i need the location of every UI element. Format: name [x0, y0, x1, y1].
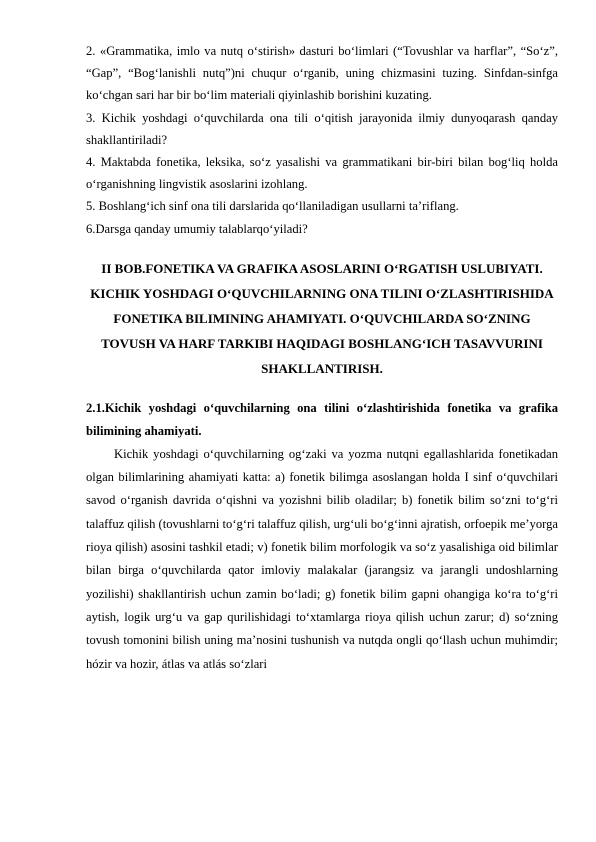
spacer	[86, 381, 558, 397]
spacer	[86, 240, 558, 256]
section-heading: 2.1.Kichik yoshdagi o‘quvchilarning ona tilini o‘zlashtirishida fonetika va grafika bilimining ahamiyati.	[86, 400, 558, 438]
question-3: 3. Kichik yoshdagi o‘quvchilarda ona tili o‘qitish jarayonida ilmiy dunyoqarash qanday shakllantiriladi?	[86, 110, 558, 147]
body-paragraph: Kichik yoshdagi o‘quvchilarning og‘zaki va yozma nutqni egallashlarida fonetikadan olgan bilimlarining ahamiyati katta: a) fonetik bilimga asoslangan holda I sinf o‘quvchilari savod o‘rganish davrida o‘qishni va yozishni bilib oladilar; b) fonetik bilim so‘zni to‘g‘ri talaffuz qilish (tovushlarni to‘g‘ri talaffuz qilish, urg‘uli bo‘g‘inni ajratish, orfoepik me’yorga rioya qilish) asosini tashkil etadi; v) fonetik bilim morfologik va so‘z yasalishiga oid bilimlar bilan birga o‘quvchilarda qator imloviy malakalar (jarangsiz va jarangli undoshlarning yozilishi) shakllantirish uchun zamin bo‘ladi; g) fonetik bilim gapni ohangiga ko‘ra to‘g‘ri aytish, logik urg‘u va gap qurilishidagi to‘xtamlarga rioya qilish uchun zarur; d) so‘zning tovush tomonini bilish uning ma’nosini tushunish va nutqda ongli qo‘llash uchun muhimdir; hózir va hozir, átlas va atlás so‘zlari	[86, 446, 558, 671]
question-6: 6.Darsga qanday umumiy talablarqo‘yiladi?	[86, 221, 308, 236]
question-2: 2. «Grammatika, imlo va nutq o‘stirish» dasturi bo‘limlari (“Tovushlar va harflar”, “So‘z”, “Gap”, “Bog‘lanishli nutq”)ni chuqur o‘rganib, uning chizmasini tuzing. Sinfdan-sinfga ko‘chgan sari har bir bo‘lim materiali qiyinlashib borishini kuzating.	[86, 44, 558, 103]
question-4: 4. Maktabda fonetika, leksika, so‘z yasalishi va grammatikani bir-biri bilan bog‘liq holda o‘rganishning lingvistik asoslarini izohlang.	[86, 155, 558, 192]
question-5: 5. Boshlang‘ich sinf ona tili darslarida qo‘llaniladigan usullarni ta’riflang.	[86, 199, 459, 214]
chapter-heading: II BOB.FONETIKA VA GRAFIKA ASOSLARINI O‘RGATISH USLUBIYATI. KICHIK YOSHDAGI O‘QUVCHILARNING ONA TILINI O‘ZLASHTIRISHIDA FONETIKA BILIMINING AHAMIYATI. O‘QUVCHILARDA SO‘ZNING TOVUSH VA HARF TARKIBI HAQIDAGI BOSHLANG‘ICH TASAVVURINI SHAKLLANTIRISH.	[90, 260, 554, 376]
document-page	[86, 40, 558, 676]
